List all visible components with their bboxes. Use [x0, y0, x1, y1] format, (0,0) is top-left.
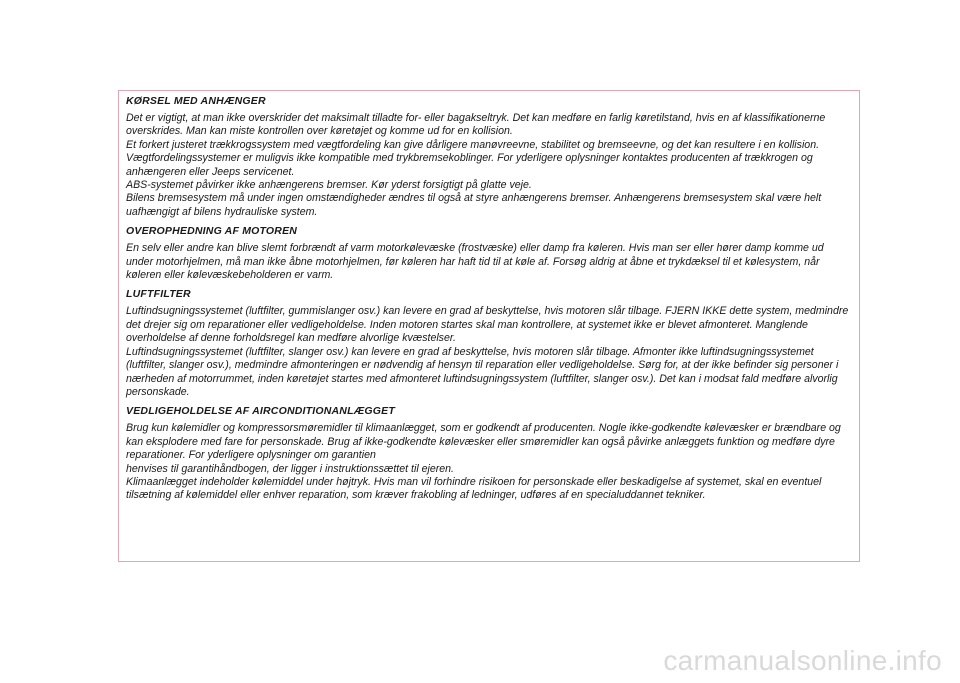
section-body [126, 305, 853, 399]
section-title: KØRSEL MED ANHÆNGER [126, 95, 266, 107]
paragraph: Luftindsugningssystemet (luftfilter, slanger osv.) kan levere en grad af beskyttelse, hvis motoren slår tilbage. Afmonter ikke luftindsugningssystemet (luftfilter, slanger osv.), medmindre afmonteringen er nødvendig af hensyn til reparation eller vedligeholdelse. Sørg for, at der ikke befinder sig personer i nærheden af motorrummet, inden køretøjet startes med afmonteret luftindsugningssystem (luftfilter, slanger osv.). Det kan i modsat fald medføre alvorlig personskade. [126, 345, 839, 398]
paragraph: henvises til garantihåndbogen, der ligger i instruktionssættet til ejeren. [126, 462, 455, 475]
section-title: LUFTFILTER [126, 288, 191, 301]
section-overheating [126, 225, 853, 282]
watermark: carmanualsonline.info [663, 645, 942, 676]
section-body [126, 242, 853, 282]
section-body [126, 422, 853, 502]
paragraph: Det er vigtigt, at man ikke overskrider det maksimalt tilladte for- eller bagakseltryk. Det kan medføre en farlig køretilstand, hvis en af klassifikationerne overskrides. Man kan miste kontrollen over køretøjet og komme ud for en kollision. [126, 112, 826, 138]
paragraph: Vægtfordelingssystemer er muligvis ikke kompatible med trykbremsekoblinger. For yderligere oplysninger kontaktes producenten af trækkrogen og anhængeren eller Jeeps servicenet. [126, 152, 813, 178]
section-title: VEDLIGEHOLDELSE AF AIRCONDITIONANLÆGGET [126, 405, 395, 418]
warning-box [118, 90, 860, 562]
paragraph: Bilens bremsesystem må under ingen omstændigheder ændres til også at styre anhængerens bremser. Anhængerens bremsesystem skal være helt uafhængigt af bilens hydrauliske system. [126, 192, 822, 218]
section-body [126, 112, 853, 219]
paragraph: Et forkert justeret trækkrogssystem med vægtfordeling kan give dårligere manøvreevne, stabilitet og bremseevne, og det kan resultere i en kollision. [126, 138, 820, 151]
paragraph: ABS-systemet påvirker ikke anhængerens bremser. Kør yderst forsigtigt på glatte veje. [126, 179, 532, 192]
section-air-conditioning [126, 405, 853, 502]
paragraph: Brug kun kølemidler og kompressorsmøremidler til klimaanlægget, som er godkendt af producenten. Nogle ikke-godkendte kølevæsker er brændbare og kan eksplodere med fare for personskade. Brug af ikke-godkendte kølevæsker eller smøremidler kan også påvirke anlæggets funktion og medføre dyre reparationer. For yderligere oplysninger om garantien [126, 422, 841, 462]
section-air-filter [126, 288, 853, 399]
paragraph: En selv eller andre kan blive slemt forbrændt af varm motorkølevæske (frostvæske) eller damp fra køleren. Hvis man ser eller hører damp komme ud under motorhjelmen, må man ikke åbne motorhjelmen, før køleren har haft tid til at køle af. Forsøg aldrig at åbne et trykdæksel til et kølesystem, når køleren eller kølevæskebeholderen er varm. [126, 242, 824, 282]
paragraph: Klimaanlægget indeholder kølemiddel under højtryk. Hvis man vil forhindre risikoen for personskade eller beskadigelse af systemet, skal en eventuel tilsætning af kølemiddel eller enhver reparation, som kræver frakobling af ledninger, udføres af en specialuddannet tekniker. [126, 475, 822, 502]
section-title: OVEROPHEDNING AF MOTOREN [126, 225, 298, 238]
section-towing [126, 95, 853, 219]
paragraph: Luftindsugningssystemet (luftfilter, gummislanger osv.) kan levere en grad af beskyttelse, hvis motoren slår tilbage. FJERN IKKE dette system, medmindre det drejer sig om reparationer eller vedligeholdelse. Inden motoren startes skal man kontrollere, at systemet ikke er blevet afmonteret. Manglende overholdelse af denne forholdsregel kan medføre alvorlige kvæstelser. [126, 305, 849, 345]
